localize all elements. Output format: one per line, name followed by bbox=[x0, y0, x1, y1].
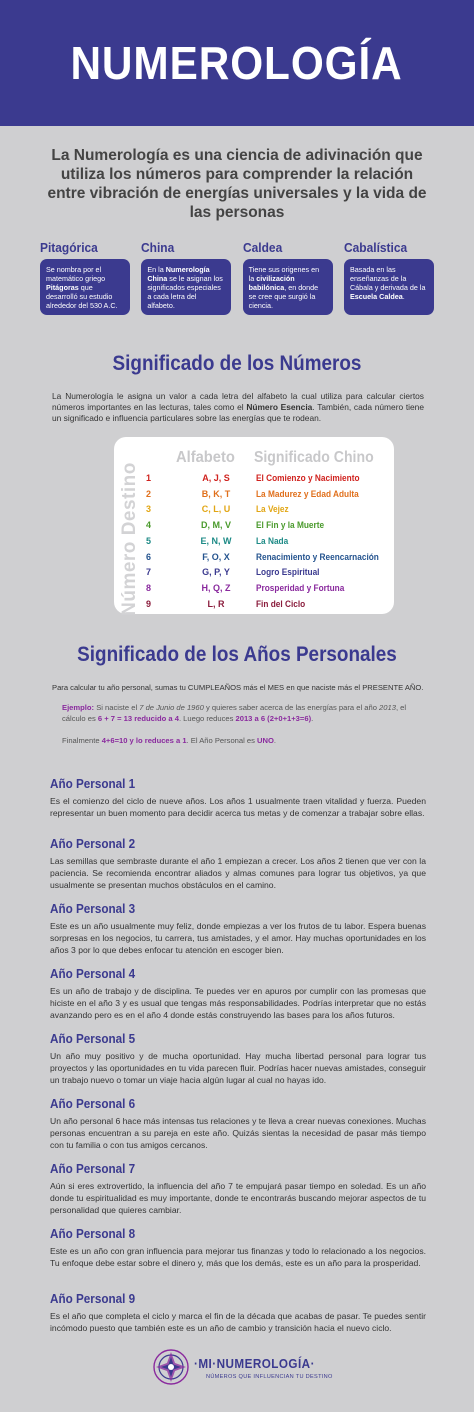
numbers-description: La Numerología le asigna un valor a cada letra del alfabeto la cual utiliza para calcular ciertos números importantes en las lecturas, tales como el Número Esencia. También, cada número tiene un significado e influencia particulares sobre las energías que te rodean. bbox=[52, 391, 425, 423]
card-china bbox=[141, 240, 231, 315]
year-title: Año Personal 6 bbox=[50, 1096, 136, 1111]
card-caldea bbox=[243, 240, 333, 315]
table-row bbox=[114, 567, 394, 581]
personal-year-7 bbox=[50, 1161, 426, 1216]
destiny-number: 1 bbox=[146, 473, 152, 483]
year-description: Las semillas que sembraste durante el año 1 empiezan a crecer. Los años 2 tienen que ver con la paciencia. Se recomienda encontrar aliados y almas comunes para lograr tus objetivos, ya que usualmente se presentan muchos obstáculos en el camino. bbox=[50, 856, 426, 890]
calc-instructions: Para calcular tu año personal, sumas tu CUMPLEAÑOS más el MES en que naciste más el PRESENTE AÑO. bbox=[52, 683, 424, 692]
row-meaning: Renacimiento y Reencarnación bbox=[256, 551, 379, 562]
personal-years-section bbox=[0, 643, 474, 667]
card-title: Pitagórica bbox=[40, 240, 98, 255]
row-meaning: La Madurez y Edad Adulta bbox=[256, 488, 359, 499]
table-row bbox=[114, 599, 394, 613]
destiny-number-label: Número Destino bbox=[119, 462, 140, 616]
year-description: Es un año de trabajo y de disciplina. Te puedes ver en apuros por cumplir con las promesas que hiciste en el año 3 y es usual que tengas más responsabilidades. Podrías interpretar que no estás avanzando pero es en el año 4 donde estás construyendo las bases para los años futuros. bbox=[50, 986, 426, 1020]
row-letters: L, R bbox=[207, 598, 225, 609]
row-meaning: El Comienzo y Nacimiento bbox=[256, 473, 360, 483]
card-description: Basada en las enseñanzas de la Cábala y derivada de la Escuela Caldea. bbox=[344, 259, 434, 315]
destiny-number: 7 bbox=[146, 567, 152, 578]
destiny-number: 5 bbox=[146, 535, 152, 546]
table-row bbox=[114, 583, 394, 597]
destiny-number: 4 bbox=[146, 520, 152, 531]
brand-tagline: NÚMEROS QUE INFLUENCIAN TU DESTINO bbox=[206, 1374, 333, 1380]
card-description: Se nombra por el matemático griego Pitágoras que desarrolló su estudio alrededor del 530 A.C. bbox=[40, 259, 130, 315]
footer-logo bbox=[152, 1348, 352, 1388]
table-row bbox=[114, 536, 394, 550]
year-description: Es el año que completa el ciclo y marca el fin de la década que acabas de pasar. Te puedes sentir incómodo puesto que también este es un año de cambio y transición hacia el nuevo ciclo. bbox=[50, 1311, 426, 1333]
table-row bbox=[114, 520, 394, 534]
year-title: Año Personal 8 bbox=[50, 1226, 136, 1241]
destiny-number: 3 bbox=[146, 504, 152, 515]
table-row bbox=[114, 473, 394, 487]
card-title: China bbox=[141, 240, 175, 255]
table-row bbox=[114, 489, 394, 503]
personal-year-3 bbox=[50, 901, 426, 956]
year-title: Año Personal 4 bbox=[50, 966, 136, 981]
example-text: Ejemplo: Si naciste el 7 de Junio de 1960 y quieres saber acerca de las energías para el año 2013, el cálculo es 6 + 7 = 13 reducido a 4. Luego reduces 2013 a 6 (2+0+1+3=6). bbox=[62, 703, 407, 723]
numerology-types bbox=[0, 240, 474, 315]
year-title: Año Personal 2 bbox=[50, 836, 136, 851]
row-letters: A, J, S bbox=[202, 473, 230, 483]
section-title: Significado de los Años Personales bbox=[77, 643, 397, 666]
intro-text: La Numerología es una ciencia de adivinación que utiliza los números para comprender la relación entre vibración de energías universales y la vida de las personas bbox=[47, 147, 427, 221]
year-description: Un año personal 6 hace más intensas tus relaciones y te lleva a crear nuevas conexiones. Muchas personas encuentran a su pareja en este año. Quizás sientas la necesidad de pasar más tiempo con tu familia o con tus amigos cercanos. bbox=[50, 1116, 426, 1150]
personal-year-9 bbox=[50, 1291, 426, 1334]
personal-year-6 bbox=[50, 1096, 426, 1151]
card-pitagorica bbox=[40, 240, 130, 315]
year-description: Este es un año usualmente muy feliz, donde empiezas a ver los frutos de tu labor. Espera buenas sorpresas en los negocios, tu carrera, tus amistades, y el amor. Hay muchas oportunidades en los años 3 por lo que debes enfocar tu atención en escoger bien. bbox=[50, 921, 426, 955]
row-letters: C, L, U bbox=[201, 504, 231, 515]
page-title: NUMEROLOGÍA bbox=[70, 37, 404, 89]
card-title: Cabalística bbox=[343, 240, 408, 255]
row-letters: E, N, W bbox=[200, 535, 232, 546]
year-title: Año Personal 1 bbox=[50, 776, 136, 791]
row-letters: B, K, T bbox=[201, 488, 231, 499]
brand-name: ·MI·NUMEROLOGÍA· bbox=[194, 1356, 315, 1371]
mandala-logo-icon bbox=[152, 1348, 190, 1386]
alphabet-header: Alfabeto bbox=[176, 449, 235, 466]
year-description: Es el comienzo del ciclo de nueve años. Los años 1 usualmente traen vitalidad y fuerza. Pueden representar un buen momento para decidir acerca tus metas y de comenzar a trabajar sobre ellas. bbox=[50, 796, 426, 818]
header-banner bbox=[0, 0, 474, 126]
row-meaning: El Fin y la Muerte bbox=[256, 520, 325, 531]
year-title: Año Personal 5 bbox=[50, 1031, 136, 1046]
final-result-text: Finalmente 4+6=10 y lo reduces a 1. El Año Personal es UNO. bbox=[62, 736, 277, 745]
year-title: Año Personal 9 bbox=[50, 1291, 136, 1306]
destiny-number: 8 bbox=[146, 582, 152, 593]
destiny-number: 9 bbox=[146, 598, 152, 609]
row-meaning: Logro Espiritual bbox=[256, 567, 320, 578]
year-title: Año Personal 7 bbox=[50, 1161, 136, 1176]
row-meaning: Fin del Ciclo bbox=[256, 598, 306, 609]
personal-year-4 bbox=[50, 966, 426, 1021]
numbers-table bbox=[114, 437, 394, 614]
personal-year-2 bbox=[50, 836, 426, 891]
year-description: Aún si eres extrovertido, la influencia del año 7 te empujará pasar tiempo en soledad. Es un año donde tu espiritualidad es muy importante, donde te encontrarás buscando mejorar aspectos de tu personalidad que quieres cambiar. bbox=[50, 1181, 426, 1215]
year-description: Un año muy positivo y de mucha oportunidad. Hay mucha libertad personal para lograr tus proyectos y las oportunidades en tu vida parecen fluir. Podrías hacer nuevas amistades, conseguir un trabajo nuevo o tomar un viaje hacia algún lugar al cual no hayas ido. bbox=[50, 1051, 426, 1085]
destiny-number: 2 bbox=[146, 488, 152, 499]
destiny-number: 6 bbox=[146, 551, 152, 562]
row-letters: D, M, V bbox=[200, 520, 231, 531]
row-meaning: Prosperidad y Fortuna bbox=[256, 582, 345, 593]
card-cabalistica bbox=[344, 240, 434, 315]
row-meaning: La Nada bbox=[256, 535, 289, 546]
meaning-header: Significado Chino bbox=[254, 449, 374, 466]
table-row bbox=[114, 552, 394, 566]
personal-year-8 bbox=[50, 1226, 426, 1269]
card-description: En la Numerología China se le asignan los significados especiales a cada letra del alfabeto. bbox=[141, 259, 231, 315]
personal-year-1 bbox=[50, 776, 426, 819]
section-title: Significado de los Números bbox=[112, 352, 362, 375]
card-description: Tiene sus origenes en la civilización babilónica, en donde se cree que surgió la ciencia. bbox=[243, 259, 333, 315]
card-title: Caldea bbox=[242, 240, 282, 255]
year-title: Año Personal 3 bbox=[50, 901, 136, 916]
table-row bbox=[114, 504, 394, 518]
numbers-section bbox=[0, 352, 474, 376]
row-meaning: La Vejez bbox=[256, 504, 289, 515]
year-description: Este es un año con gran influencia para mejorar tus finanzas y todo lo relacionado a los negocios. Tu enfoque debe estar sobre el dinero y, más que los demás, este es un año para la prosperidad. bbox=[50, 1246, 426, 1268]
row-letters: H, Q, Z bbox=[201, 582, 231, 593]
personal-year-5 bbox=[50, 1031, 426, 1086]
row-letters: G, P, Y bbox=[202, 567, 230, 578]
row-letters: F, O, X bbox=[202, 551, 230, 562]
